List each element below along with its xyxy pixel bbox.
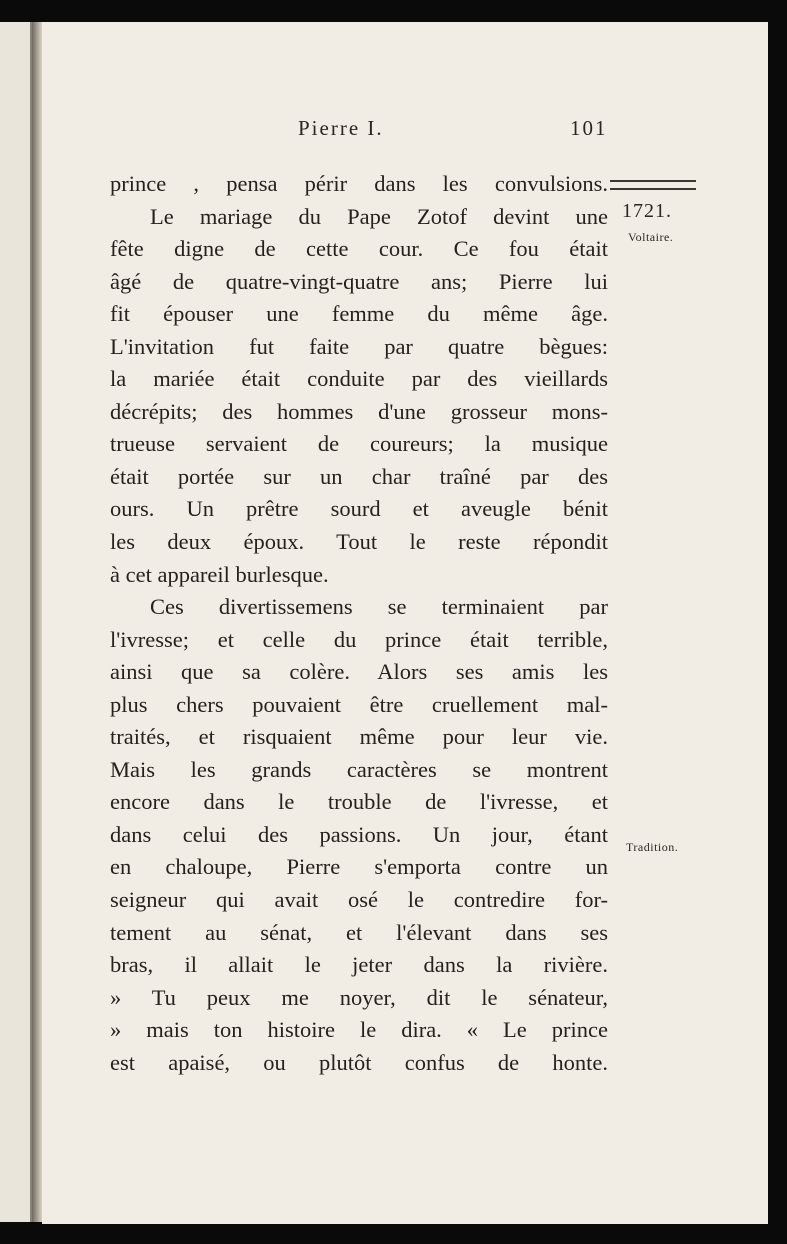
text-line: en chaloupe, Pierre s'emporta contre un (110, 854, 608, 880)
text-line: l'ivresse; et celle du prince était terrible, (110, 626, 608, 652)
text-line: décrépits; des hommes d'une grosseur mons- (110, 398, 608, 424)
text-line: les deux époux. Tout le reste répondit (110, 529, 608, 555)
text-line: fit épouser une femme du même âge. (110, 301, 608, 327)
text-line: Le mariage du Pape Zotof devint une (150, 203, 608, 229)
margin-source-note: Voltaire. (628, 230, 674, 244)
text-line: est apaisé, ou plutôt confus de honte. (110, 1049, 608, 1075)
facing-page-edge (0, 22, 32, 1222)
text-line: » mais ton histoire le dira. « Le prince (110, 1017, 608, 1043)
text-line: trueuse servaient de coureurs; la musique (110, 431, 608, 457)
page-header (42, 116, 768, 146)
text-line: seigneur qui avait osé le contredire for- (110, 887, 608, 913)
running-head: Pierre I. (298, 116, 384, 140)
text-line: Mais les grands caractères se montrent (110, 756, 608, 782)
gutter-shadow (32, 22, 42, 1222)
text-line: bras, il allait le jeter dans la rivière. (110, 952, 608, 978)
text-line: encore dans le trouble de l'ivresse, et (110, 789, 608, 815)
text-line: tement au sénat, et l'élevant dans ses (110, 919, 608, 945)
margin-year-note: 1721. (622, 200, 672, 222)
text-line: prince , pensa périr dans les convulsions. (110, 171, 608, 196)
text-line: ainsi que sa colère. Alors ses amis les (110, 659, 608, 685)
text-line: fête digne de cette cour. Ce fou était (110, 236, 608, 262)
text-line: ours. Un prêtre sourd et aveugle bénit (110, 496, 608, 522)
text-line: Ces divertissemens se terminaient par (150, 594, 608, 620)
text-line: à cet appareil burlesque. (110, 561, 329, 587)
text-line: la mariée était conduite par des vieillards (110, 366, 608, 392)
text-line: L'invitation fut faite par quatre bègues: (110, 333, 608, 359)
book-page (42, 22, 768, 1224)
text-line: dans celui des passions. Un jour, étant (110, 821, 608, 847)
margin-source-note: Tradition. (626, 840, 679, 854)
text-line: plus chers pouvaient être cruellement mal- (110, 691, 608, 717)
margin-double-rule (610, 180, 696, 190)
text-line: était portée sur un char traîné par des (110, 463, 608, 489)
text-line: » Tu peux me noyer, dit le sénateur, (110, 984, 608, 1010)
page-number: 101 (570, 116, 608, 140)
text-line: traités, et risquaient même pour leur vie. (110, 724, 608, 750)
text-line: âgé de quatre-vingt-quatre ans; Pierre lui (110, 268, 608, 294)
body-text (110, 168, 608, 1079)
